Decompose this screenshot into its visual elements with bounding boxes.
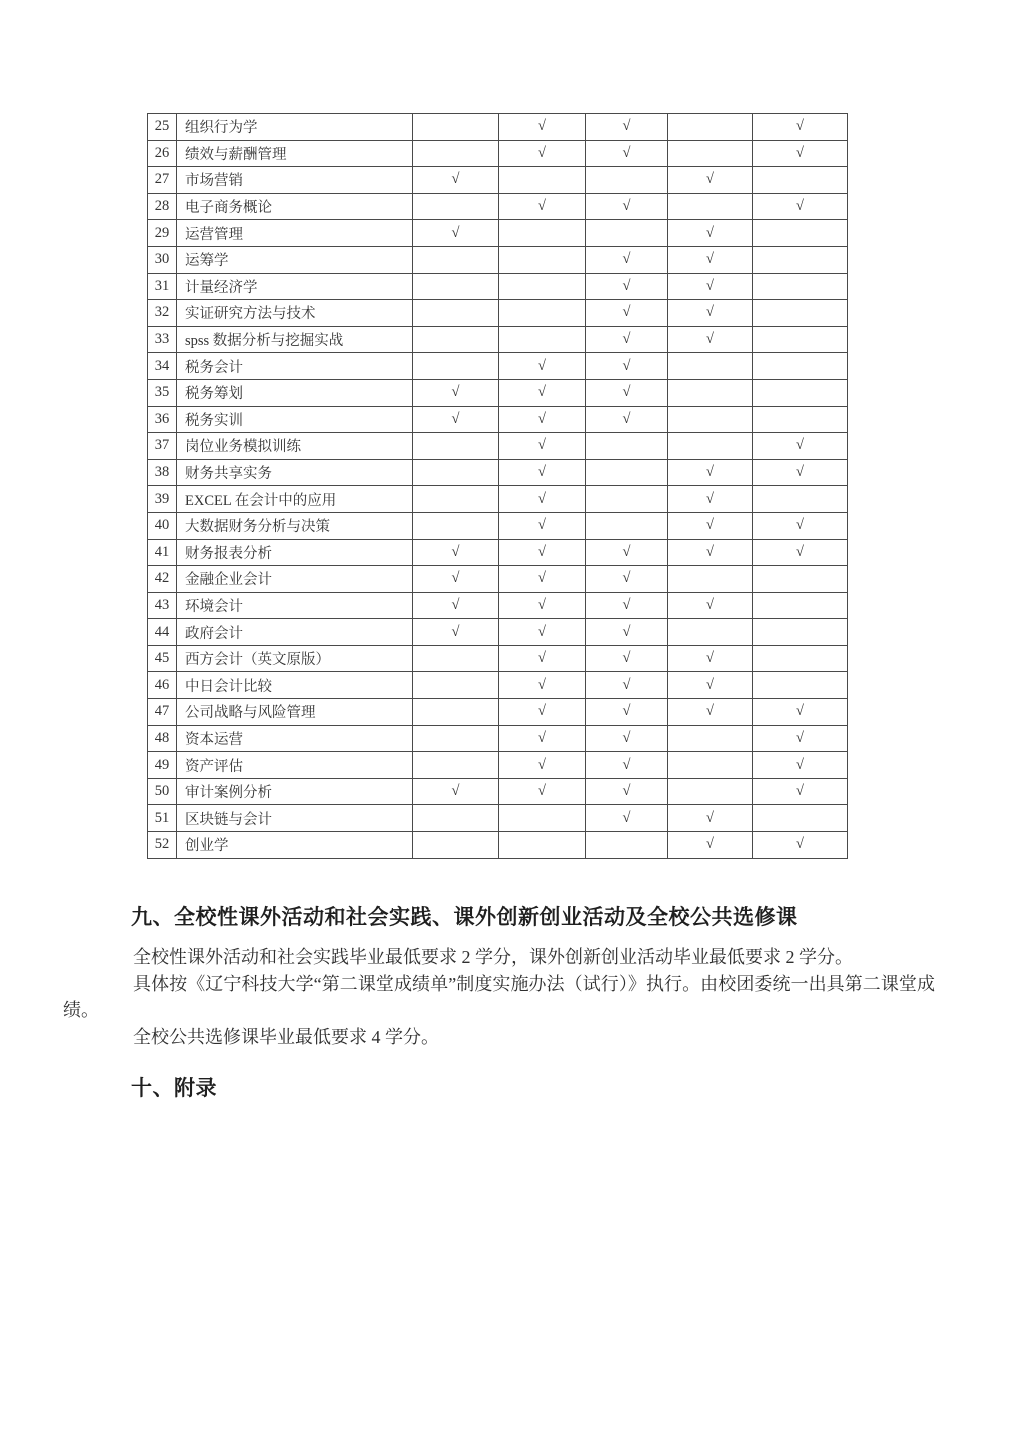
row-number-cell: 27	[148, 167, 177, 194]
empty-cell	[753, 645, 848, 672]
empty-cell	[413, 512, 499, 539]
check-mark-cell: √	[586, 619, 668, 646]
table-row	[148, 193, 848, 220]
empty-cell	[413, 326, 499, 353]
empty-cell	[499, 326, 586, 353]
empty-cell	[499, 805, 586, 832]
table-row	[148, 752, 848, 779]
check-mark-cell: √	[586, 805, 668, 832]
empty-cell	[753, 592, 848, 619]
empty-cell	[413, 140, 499, 167]
empty-cell	[413, 114, 499, 141]
empty-cell	[668, 193, 753, 220]
course-name-cell: 运筹学	[177, 246, 413, 273]
table-row	[148, 246, 848, 273]
check-mark-cell: √	[499, 486, 586, 513]
check-mark-cell: √	[586, 406, 668, 433]
check-mark-cell: √	[753, 114, 848, 141]
row-number-cell: 51	[148, 805, 177, 832]
check-mark-cell: √	[753, 459, 848, 486]
course-name-cell: 税务实训	[177, 406, 413, 433]
check-mark-cell: √	[586, 645, 668, 672]
empty-cell	[413, 433, 499, 460]
check-mark-cell: √	[499, 114, 586, 141]
course-name-cell: 运营管理	[177, 220, 413, 247]
row-number-cell: 28	[148, 193, 177, 220]
course-name-cell: 组织行为学	[177, 114, 413, 141]
check-mark-cell: √	[586, 752, 668, 779]
check-mark-cell: √	[413, 167, 499, 194]
check-mark-cell: √	[586, 300, 668, 327]
course-name-cell: spss 数据分析与挖掘实战	[177, 326, 413, 353]
check-mark-cell: √	[753, 433, 848, 460]
check-mark-cell: √	[668, 273, 753, 300]
table-row	[148, 699, 848, 726]
empty-cell	[668, 778, 753, 805]
table-row	[148, 619, 848, 646]
check-mark-cell: √	[753, 752, 848, 779]
check-mark-cell: √	[753, 140, 848, 167]
empty-cell	[499, 220, 586, 247]
table-row	[148, 273, 848, 300]
check-mark-cell: √	[413, 406, 499, 433]
course-name-cell: 创业学	[177, 832, 413, 859]
check-mark-cell: √	[499, 699, 586, 726]
section-9-body	[63, 944, 935, 1050]
empty-cell	[499, 300, 586, 327]
check-mark-cell: √	[413, 566, 499, 593]
empty-cell	[753, 486, 848, 513]
check-mark-cell: √	[586, 672, 668, 699]
empty-cell	[586, 486, 668, 513]
empty-cell	[413, 459, 499, 486]
check-mark-cell: √	[586, 566, 668, 593]
row-number-cell: 38	[148, 459, 177, 486]
check-mark-cell: √	[753, 725, 848, 752]
row-number-cell: 37	[148, 433, 177, 460]
course-name-cell: 税务会计	[177, 353, 413, 380]
table-row	[148, 433, 848, 460]
empty-cell	[499, 167, 586, 194]
course-name-cell: 税务筹划	[177, 379, 413, 406]
table-row	[148, 805, 848, 832]
check-mark-cell: √	[668, 539, 753, 566]
table-row	[148, 778, 848, 805]
row-number-cell: 34	[148, 353, 177, 380]
row-number-cell: 46	[148, 672, 177, 699]
check-mark-cell: √	[499, 379, 586, 406]
check-mark-cell: √	[499, 459, 586, 486]
empty-cell	[586, 832, 668, 859]
table-row	[148, 566, 848, 593]
check-mark-cell: √	[586, 246, 668, 273]
empty-cell	[753, 672, 848, 699]
empty-cell	[668, 140, 753, 167]
empty-cell	[753, 379, 848, 406]
empty-cell	[753, 805, 848, 832]
empty-cell	[413, 832, 499, 859]
table-row	[148, 406, 848, 433]
course-table-body	[148, 114, 848, 859]
check-mark-cell: √	[499, 619, 586, 646]
check-mark-cell: √	[413, 539, 499, 566]
row-number-cell: 50	[148, 778, 177, 805]
check-mark-cell: √	[499, 645, 586, 672]
check-mark-cell: √	[753, 778, 848, 805]
empty-cell	[413, 805, 499, 832]
check-mark-cell: √	[499, 592, 586, 619]
table-row	[148, 300, 848, 327]
check-mark-cell: √	[586, 778, 668, 805]
check-mark-cell: √	[586, 326, 668, 353]
empty-cell	[499, 246, 586, 273]
empty-cell	[753, 300, 848, 327]
check-mark-cell: √	[753, 512, 848, 539]
course-name-cell: 财务共享实务	[177, 459, 413, 486]
check-mark-cell: √	[668, 699, 753, 726]
table-row	[148, 672, 848, 699]
course-name-cell: 绩效与薪酬管理	[177, 140, 413, 167]
row-number-cell: 25	[148, 114, 177, 141]
course-name-cell: 资本运营	[177, 725, 413, 752]
course-name-cell: 计量经济学	[177, 273, 413, 300]
check-mark-cell: √	[499, 193, 586, 220]
course-name-cell: 实证研究方法与技术	[177, 300, 413, 327]
course-name-cell: 区块链与会计	[177, 805, 413, 832]
empty-cell	[668, 353, 753, 380]
row-number-cell: 35	[148, 379, 177, 406]
check-mark-cell: √	[668, 326, 753, 353]
empty-cell	[413, 273, 499, 300]
row-number-cell: 29	[148, 220, 177, 247]
empty-cell	[753, 619, 848, 646]
row-number-cell: 52	[148, 832, 177, 859]
section-10-heading: 十、附录	[131, 1077, 217, 1100]
paragraph-second-classroom-policy: 具体按《辽宁科技大学“第二课堂成绩单”制度实施办法（试行）》执行。由校团委统一出具第二课堂成绩。	[63, 973, 935, 1020]
row-number-cell: 49	[148, 752, 177, 779]
table-row	[148, 114, 848, 141]
check-mark-cell: √	[668, 645, 753, 672]
check-mark-cell: √	[668, 512, 753, 539]
check-mark-cell: √	[586, 114, 668, 141]
row-number-cell: 31	[148, 273, 177, 300]
row-number-cell: 48	[148, 725, 177, 752]
table-row	[148, 140, 848, 167]
check-mark-cell: √	[586, 273, 668, 300]
check-mark-cell: √	[499, 140, 586, 167]
row-number-cell: 32	[148, 300, 177, 327]
empty-cell	[668, 566, 753, 593]
empty-cell	[586, 512, 668, 539]
check-mark-cell: √	[586, 193, 668, 220]
check-mark-cell: √	[586, 699, 668, 726]
empty-cell	[413, 672, 499, 699]
empty-cell	[413, 725, 499, 752]
table-row	[148, 486, 848, 513]
empty-cell	[413, 353, 499, 380]
check-mark-cell: √	[499, 539, 586, 566]
empty-cell	[586, 433, 668, 460]
course-name-cell: 金融企业会计	[177, 566, 413, 593]
course-name-cell: EXCEL 在会计中的应用	[177, 486, 413, 513]
check-mark-cell: √	[668, 486, 753, 513]
empty-cell	[413, 645, 499, 672]
elective-course-table	[147, 113, 848, 859]
course-name-cell: 西方会计（英文原版）	[177, 645, 413, 672]
check-mark-cell: √	[668, 592, 753, 619]
empty-cell	[413, 300, 499, 327]
empty-cell	[753, 326, 848, 353]
course-name-cell: 财务报表分析	[177, 539, 413, 566]
table-row	[148, 379, 848, 406]
empty-cell	[753, 167, 848, 194]
check-mark-cell: √	[499, 672, 586, 699]
paragraph-credits-requirement: 全校性课外活动和社会实践毕业最低要求 2 学分，课外创新创业活动毕业最低要求 2 学分。	[133, 947, 853, 967]
row-number-cell: 43	[148, 592, 177, 619]
empty-cell	[668, 752, 753, 779]
row-number-cell: 47	[148, 699, 177, 726]
check-mark-cell: √	[413, 778, 499, 805]
check-mark-cell: √	[586, 379, 668, 406]
course-name-cell: 公司战略与风险管理	[177, 699, 413, 726]
row-number-cell: 40	[148, 512, 177, 539]
check-mark-cell: √	[499, 566, 586, 593]
table-row	[148, 326, 848, 353]
empty-cell	[668, 433, 753, 460]
row-number-cell: 36	[148, 406, 177, 433]
course-name-cell: 电子商务概论	[177, 193, 413, 220]
empty-cell	[413, 699, 499, 726]
check-mark-cell: √	[413, 220, 499, 247]
empty-cell	[413, 752, 499, 779]
course-name-cell: 政府会计	[177, 619, 413, 646]
check-mark-cell: √	[753, 832, 848, 859]
check-mark-cell: √	[586, 725, 668, 752]
empty-cell	[753, 273, 848, 300]
table-row	[148, 353, 848, 380]
paragraph-public-elective-requirement: 全校公共选修课毕业最低要求 4 学分。	[133, 1026, 439, 1047]
row-number-cell: 41	[148, 539, 177, 566]
course-name-cell: 市场营销	[177, 167, 413, 194]
empty-cell	[413, 486, 499, 513]
empty-cell	[753, 566, 848, 593]
check-mark-cell: √	[499, 725, 586, 752]
check-mark-cell: √	[753, 699, 848, 726]
empty-cell	[668, 725, 753, 752]
check-mark-cell: √	[753, 193, 848, 220]
check-mark-cell: √	[586, 592, 668, 619]
row-number-cell: 45	[148, 645, 177, 672]
check-mark-cell: √	[499, 353, 586, 380]
check-mark-cell: √	[413, 619, 499, 646]
empty-cell	[499, 273, 586, 300]
check-mark-cell: √	[499, 512, 586, 539]
row-number-cell: 44	[148, 619, 177, 646]
empty-cell	[753, 406, 848, 433]
table-row	[148, 512, 848, 539]
section-9-heading: 九、全校性课外活动和社会实践、课外创新创业活动及全校公共选修课	[131, 906, 798, 929]
check-mark-cell: √	[413, 592, 499, 619]
check-mark-cell: √	[668, 805, 753, 832]
empty-cell	[668, 379, 753, 406]
check-mark-cell: √	[668, 300, 753, 327]
check-mark-cell: √	[499, 433, 586, 460]
table-row	[148, 459, 848, 486]
check-mark-cell: √	[668, 167, 753, 194]
empty-cell	[413, 193, 499, 220]
check-mark-cell: √	[753, 539, 848, 566]
check-mark-cell: √	[668, 459, 753, 486]
row-number-cell: 39	[148, 486, 177, 513]
course-name-cell: 岗位业务模拟训练	[177, 433, 413, 460]
table-row	[148, 167, 848, 194]
check-mark-cell: √	[499, 778, 586, 805]
check-mark-cell: √	[668, 672, 753, 699]
course-name-cell: 审计案例分析	[177, 778, 413, 805]
check-mark-cell: √	[668, 220, 753, 247]
empty-cell	[413, 246, 499, 273]
empty-cell	[753, 353, 848, 380]
course-name-cell: 大数据财务分析与决策	[177, 512, 413, 539]
check-mark-cell: √	[413, 379, 499, 406]
row-number-cell: 33	[148, 326, 177, 353]
table-row	[148, 645, 848, 672]
row-number-cell: 26	[148, 140, 177, 167]
empty-cell	[668, 619, 753, 646]
empty-cell	[586, 459, 668, 486]
table-row	[148, 220, 848, 247]
check-mark-cell: √	[586, 140, 668, 167]
empty-cell	[499, 832, 586, 859]
course-name-cell: 资产评估	[177, 752, 413, 779]
empty-cell	[753, 220, 848, 247]
row-number-cell: 42	[148, 566, 177, 593]
table-row	[148, 592, 848, 619]
table-row	[148, 725, 848, 752]
table-row	[148, 832, 848, 859]
table-row	[148, 539, 848, 566]
empty-cell	[753, 246, 848, 273]
empty-cell	[586, 220, 668, 247]
check-mark-cell: √	[586, 353, 668, 380]
empty-cell	[668, 406, 753, 433]
check-mark-cell: √	[668, 832, 753, 859]
check-mark-cell: √	[586, 539, 668, 566]
course-name-cell: 环境会计	[177, 592, 413, 619]
course-name-cell: 中日会计比较	[177, 672, 413, 699]
empty-cell	[668, 114, 753, 141]
check-mark-cell: √	[668, 246, 753, 273]
empty-cell	[586, 167, 668, 194]
row-number-cell: 30	[148, 246, 177, 273]
check-mark-cell: √	[499, 752, 586, 779]
check-mark-cell: √	[499, 406, 586, 433]
